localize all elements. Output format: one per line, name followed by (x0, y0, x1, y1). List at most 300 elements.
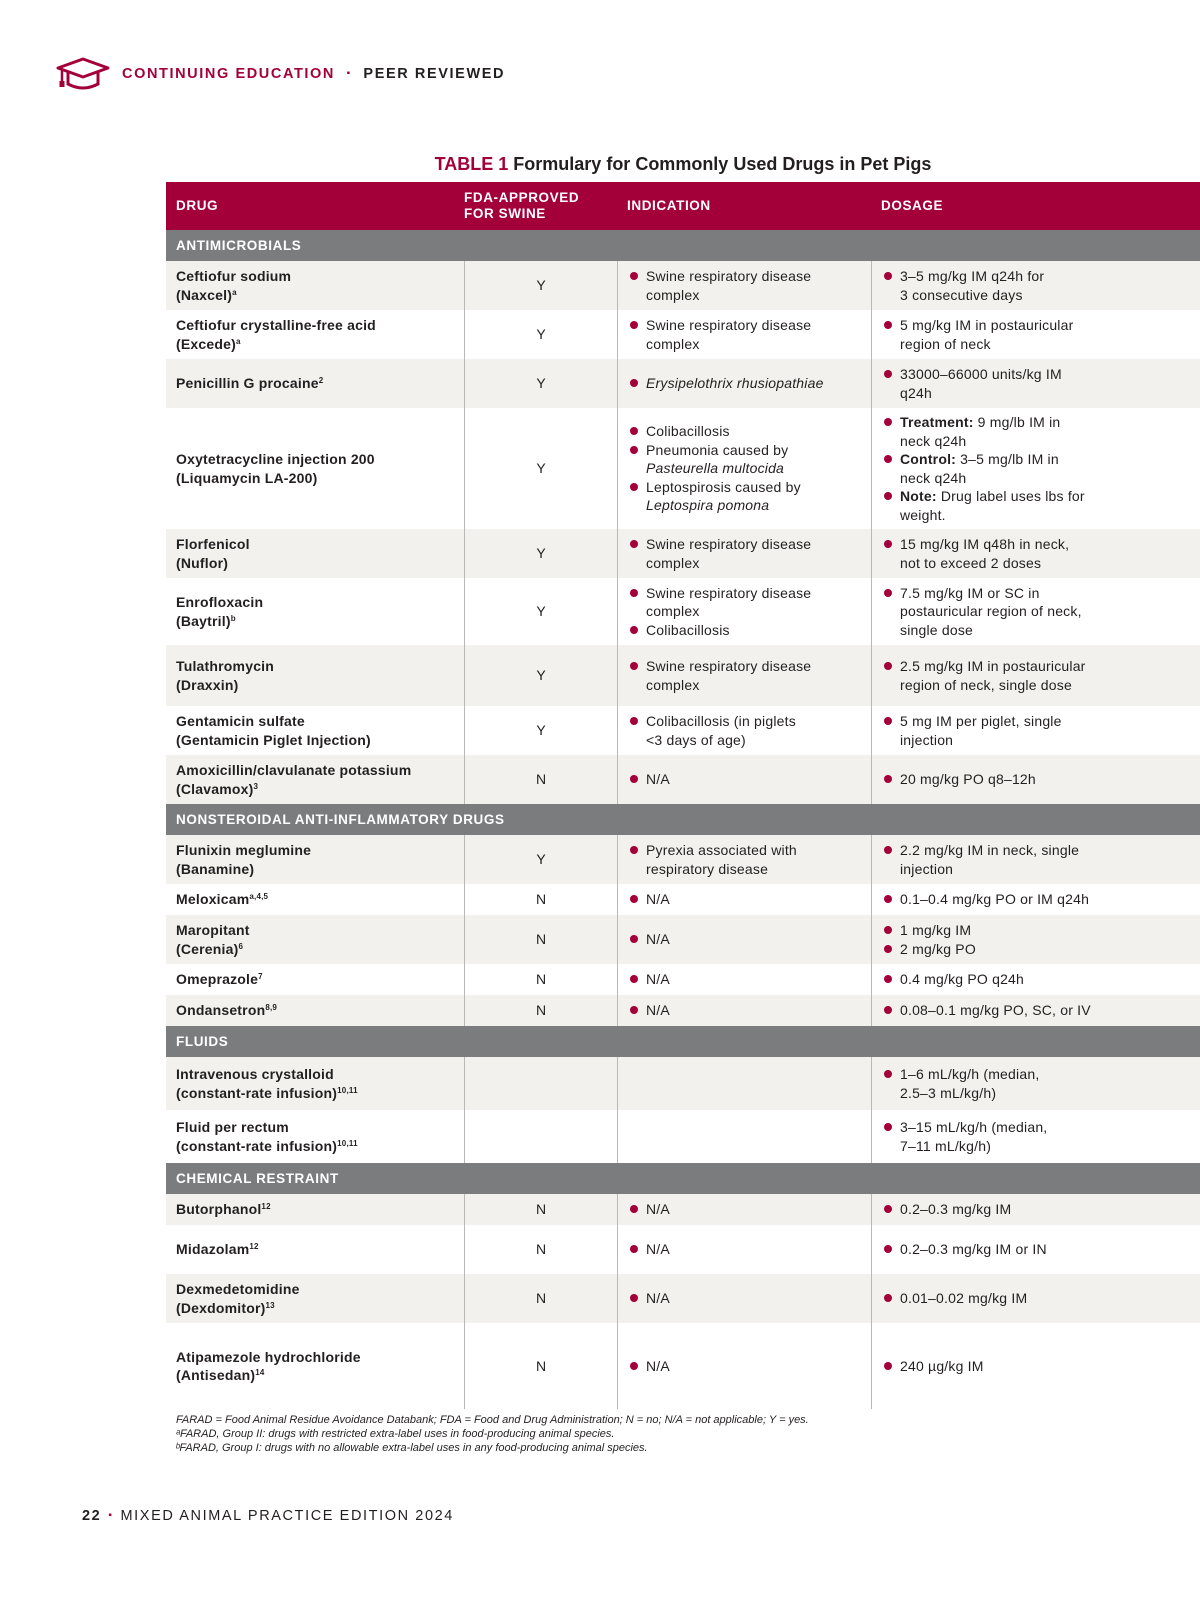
footer-separator: ▪ (108, 1510, 114, 1521)
table-row (166, 964, 1200, 995)
drug-cell (166, 359, 464, 408)
drug-name-line (176, 612, 263, 631)
review-label: PEER REVIEWED (363, 66, 506, 82)
drug-name-text: Oxytetracycline injection 200 (176, 451, 375, 467)
column-header-indication: INDICATION (627, 198, 711, 213)
footnote-abbreviations: FARAD = Food Animal Residue Avoidance Databank; FDA = Food and Drug Administration; N = no; N/A = not applicable; Y = yes. (176, 1414, 809, 1426)
drug-name-text: (Gentamicin Piglet Injection) (176, 731, 371, 748)
dosage-line (882, 731, 1062, 750)
dosage-cell (871, 995, 1200, 1026)
page-footer (82, 1508, 454, 1524)
dosage-line (882, 712, 1062, 731)
table-row (166, 1225, 1200, 1274)
dosage-line (882, 860, 1079, 879)
dosage-text: 15 mg/kg IM q48h in neck, (900, 536, 1070, 552)
dosage-line (882, 1200, 1011, 1219)
indication-line (628, 930, 670, 949)
dosage-line (882, 413, 1085, 432)
dosage-line (882, 450, 1085, 469)
indication-line (628, 535, 811, 554)
indication-list (628, 890, 670, 909)
indication-text: N/A (646, 1290, 670, 1307)
indication-text: Swine respiratory disease (646, 584, 812, 601)
dosage-line (882, 890, 1089, 909)
indication-line (628, 1240, 670, 1259)
drug-cell (166, 755, 464, 804)
dosage-text: postauricular region of neck, (900, 603, 1082, 620)
drug-cell (166, 529, 464, 578)
fda-approved-cell: Y (464, 359, 617, 408)
indication-list (628, 422, 801, 515)
fda-approved-cell: Y (464, 310, 617, 359)
dosage-list (882, 584, 1082, 640)
dosage-list (882, 770, 1036, 789)
drug-name-text: Tulathromycin (176, 658, 275, 674)
drug-name-text: (constant-rate infusion) (176, 1084, 338, 1101)
indication-text: complex (646, 335, 700, 352)
indication-cell (617, 1274, 871, 1323)
indication-text: N/A (646, 1002, 670, 1019)
drug-name-line (176, 940, 250, 959)
dosage-text: 20 mg/kg PO q8–12h (900, 771, 1036, 788)
indication-line (628, 860, 797, 879)
dosage-text: 0.01–0.02 mg/kg IM (900, 1290, 1028, 1307)
drug-name-line (176, 841, 311, 860)
drug-cell (166, 706, 464, 755)
indication-line (628, 970, 670, 989)
graduation-cap-icon (56, 56, 110, 92)
dosage-cell (871, 706, 1200, 755)
reference-superscript: a,4,5 (249, 892, 269, 902)
fda-approved-cell (464, 1057, 617, 1110)
dosage-cell (871, 578, 1200, 645)
indication-text: Colibacillosis (646, 423, 730, 440)
indication-text: Swine respiratory disease (646, 536, 812, 552)
drug-name-line (176, 286, 291, 305)
dosage-line (882, 384, 1062, 403)
dosage-list (882, 841, 1079, 878)
dosage-list (882, 657, 1086, 694)
dosage-list (882, 413, 1085, 524)
table-row (166, 755, 1200, 804)
indication-list (628, 970, 670, 989)
fda-approved-cell: N (464, 1194, 617, 1225)
indication-list (628, 770, 670, 789)
drug-cell (166, 1274, 464, 1323)
dosage-cell (871, 1194, 1200, 1225)
dosage-line (882, 506, 1085, 525)
fda-approved-cell (464, 1110, 617, 1163)
fda-approved-cell: N (464, 1225, 617, 1274)
drug-name (176, 1200, 271, 1219)
dosage-list (882, 1065, 1039, 1102)
drug-name-line (176, 267, 291, 286)
drug-name-text: Dexmedetomidine (176, 1281, 300, 1297)
drug-name-line (176, 860, 311, 879)
reference-superscript: a (235, 336, 241, 346)
drug-name (176, 1348, 361, 1385)
indication-list (628, 535, 811, 572)
indication-line (628, 459, 801, 478)
drug-cell (166, 310, 464, 359)
drug-name-text: (Dexdomitor) (176, 1299, 266, 1316)
drug-cell (166, 1110, 464, 1163)
dosage-line (882, 535, 1069, 554)
dosage-line (882, 1240, 1047, 1259)
table-row (166, 408, 1200, 529)
reference-superscript: 14 (255, 1368, 265, 1377)
dosage-line (882, 487, 1085, 506)
drug-name-line (176, 890, 268, 909)
drug-name-line (176, 712, 371, 731)
dosage-cell (871, 835, 1200, 884)
dosage-text: weight. (900, 506, 946, 523)
drug-name (176, 921, 250, 958)
drug-name-text: (Nuflor) (176, 554, 229, 571)
indication-text: Swine respiratory disease (646, 317, 812, 333)
indication-cell (617, 261, 871, 310)
dosage-text: 2.5–3 mL/kg/h) (900, 1084, 997, 1101)
fda-approved-cell: Y (464, 706, 617, 755)
table-label: TABLE 1 (434, 154, 509, 174)
dosage-line (882, 1084, 1039, 1103)
reference-superscript: 7 (258, 972, 263, 982)
dosage-text: 0.4 mg/kg PO q24h (900, 971, 1025, 988)
drug-name-line (176, 780, 411, 799)
drug-name-text: (Excede) (176, 335, 236, 352)
drug-name (176, 1065, 358, 1102)
drug-cell (166, 408, 464, 529)
indication-line (628, 584, 811, 603)
indication-cell (617, 408, 871, 529)
drug-name-text: (constant-rate infusion) (176, 1137, 338, 1154)
indication-text: Swine respiratory disease (646, 268, 812, 284)
drug-name-line (176, 535, 250, 554)
dosage-line (882, 316, 1073, 335)
indication-line (628, 335, 811, 354)
indication-text: N/A (646, 1201, 670, 1218)
indication-cell (617, 645, 871, 706)
indication-line (628, 286, 811, 305)
section-header: CHEMICAL RESTRAINT (166, 1163, 1200, 1194)
indication-list (628, 841, 797, 878)
indication-text: Colibacillosis (in piglets (646, 713, 796, 729)
drug-cell (166, 1323, 464, 1409)
indication-text: Leptospira pomona (646, 497, 770, 514)
dosage-text: 9 mg/lb IM in (977, 414, 1061, 430)
indication-cell (617, 755, 871, 804)
indication-list (628, 316, 811, 353)
fda-approved-cell: N (464, 915, 617, 964)
drug-name (176, 316, 376, 353)
fda-approved-cell: Y (464, 578, 617, 645)
dosage-text: injection (900, 731, 954, 748)
indication-line (628, 496, 801, 515)
indication-line (628, 1289, 670, 1308)
drug-name (176, 267, 291, 304)
drug-name-line (176, 1366, 361, 1385)
reference-superscript: 8,9 (265, 1003, 278, 1013)
dosage-text: single dose (900, 621, 974, 638)
dosage-cell (871, 915, 1200, 964)
dosage-text: 7.5 mg/kg IM or SC in (900, 584, 1040, 601)
drug-name-line (176, 657, 274, 676)
drug-name-line (176, 1065, 358, 1084)
dosage-list (882, 712, 1062, 749)
drug-cell (166, 578, 464, 645)
dosage-line (882, 841, 1079, 860)
drug-name-line (176, 970, 263, 989)
drug-name-text: Amoxicillin/clavulanate potassium (176, 762, 412, 778)
table-row (166, 1274, 1200, 1323)
indication-cell (617, 995, 871, 1026)
indication-line (628, 841, 797, 860)
indication-line (628, 316, 811, 335)
drug-cell (166, 915, 464, 964)
drug-name-text: Butorphanol (176, 1201, 262, 1218)
indication-cell (617, 1323, 871, 1409)
indication-cell (617, 1194, 871, 1225)
drug-name-text: (Draxxin) (176, 676, 239, 693)
dosage-line (882, 602, 1082, 621)
section-label: CONTINUING EDUCATION (122, 66, 335, 82)
indication-cell (617, 915, 871, 964)
drug-name-line (176, 554, 250, 573)
drug-name-line (176, 374, 323, 393)
drug-name-line (176, 450, 375, 469)
dosage-line (882, 1118, 1047, 1137)
reference-superscript: a (232, 287, 237, 297)
dosage-line (882, 1001, 1091, 1020)
column-header-fda-label: FDA-APPROVED FOR SWINE (464, 190, 580, 221)
table-row (166, 706, 1200, 755)
indication-text: Swine respiratory disease (646, 658, 812, 674)
drug-name-line (176, 469, 375, 488)
drug-name-text: Ondansetron (176, 1002, 266, 1019)
indication-line (628, 1001, 670, 1020)
drug-name-text: Fluid per rectum (176, 1119, 289, 1135)
dosage-cell (871, 884, 1200, 915)
drug-name-line (176, 731, 371, 750)
indication-text: Leptospirosis caused by (646, 478, 801, 495)
dosage-cell (871, 408, 1200, 529)
indication-cell (617, 835, 871, 884)
table-row (166, 1110, 1200, 1163)
drug-name-text: (Naxcel) (176, 286, 233, 303)
dosage-line (882, 365, 1062, 384)
dosage-cell (871, 1274, 1200, 1323)
drug-name-line (176, 1118, 358, 1137)
indication-text: <3 days of age) (646, 731, 746, 748)
indication-text: respiratory disease (646, 860, 769, 877)
column-header-dosage: DOSAGE (881, 198, 944, 213)
table-row (166, 359, 1200, 408)
table-row (166, 1323, 1200, 1409)
dosage-line (882, 1357, 984, 1376)
drug-name (176, 450, 375, 487)
indication-text: complex (646, 676, 700, 693)
drug-name-line (176, 1001, 277, 1020)
indication-line (628, 712, 796, 731)
indication-text: Pasteurella multocida (646, 460, 785, 477)
footnote-a: ᵃFARAD, Group II: drugs with restricted extra-label uses in food-producing animal species. (176, 1428, 615, 1440)
drug-name-text: (Liquamycin LA-200) (176, 469, 318, 486)
page-header (56, 56, 505, 92)
footnote-b: ᵇFARAD, Group I: drugs with no allowable extra-label uses in any food-producing animal species. (176, 1442, 648, 1454)
drug-name-text: Enrofloxacin (176, 594, 264, 610)
dosage-line (882, 286, 1044, 305)
reference-superscript: 12 (261, 1202, 271, 1212)
dosage-cell (871, 645, 1200, 706)
drug-name-line (176, 676, 274, 695)
dosage-cell (871, 1057, 1200, 1110)
indication-cell (617, 1225, 871, 1274)
indication-list (628, 1289, 670, 1308)
dosage-text: 2 mg/kg PO (900, 940, 976, 957)
indication-line (628, 374, 824, 393)
dosage-list (882, 890, 1089, 909)
drug-name (176, 1118, 358, 1155)
indication-list (628, 712, 796, 749)
drug-name (176, 970, 263, 989)
dosage-text: 5 mg IM per piglet, single (900, 713, 1062, 729)
drug-name-text: Flunixin meglumine (176, 842, 312, 858)
indication-line (628, 441, 801, 460)
fda-approved-cell: Y (464, 408, 617, 529)
indication-cell (617, 884, 871, 915)
dosage-line (882, 970, 1024, 989)
indication-text: N/A (646, 771, 670, 788)
drug-name-line (176, 1280, 300, 1299)
dosage-text: 2.2 mg/kg IM in neck, single (900, 842, 1080, 858)
drug-name-text: Maropitant (176, 922, 250, 938)
table-title-text: Formulary for Commonly Used Drugs in Pet Pigs (513, 154, 932, 174)
dosage-label: Note: (900, 488, 937, 504)
indication-line (628, 1357, 670, 1376)
dosage-text: 5 mg/kg IM in postauricular (900, 317, 1074, 333)
dosage-text: neck q24h (900, 432, 967, 449)
drug-name-text: Florfenicol (176, 536, 250, 552)
table-row (166, 529, 1200, 578)
drug-cell (166, 884, 464, 915)
dosage-cell (871, 1225, 1200, 1274)
drug-name-line (176, 1348, 361, 1367)
drug-cell (166, 835, 464, 884)
indication-line (628, 478, 801, 497)
dosage-text: 3–5 mg/kg IM q24h for (900, 268, 1045, 284)
dosage-line (882, 921, 976, 940)
dosage-cell (871, 1323, 1200, 1409)
dosage-list (882, 1118, 1047, 1155)
section-header: ANTIMICROBIALS (166, 230, 1200, 261)
dosage-line (882, 432, 1085, 451)
dosage-line (882, 940, 976, 959)
dosage-text: 0.2–0.3 mg/kg IM (900, 1201, 1012, 1218)
drug-name-line (176, 1299, 300, 1318)
drug-name (176, 712, 371, 749)
dosage-line (882, 469, 1085, 488)
indication-list (628, 1357, 670, 1376)
fda-approved-cell: Y (464, 645, 617, 706)
formulary-table (166, 182, 1200, 1409)
dosage-list (882, 1240, 1047, 1259)
dosage-text: region of neck (900, 335, 991, 352)
drug-name-line (176, 335, 376, 354)
indication-text: Pyrexia associated with (646, 842, 797, 858)
dosage-line (882, 621, 1082, 640)
indication-list (628, 1200, 670, 1219)
table-footnotes (176, 1413, 809, 1455)
indication-line (628, 554, 811, 573)
reference-superscript: 2 (318, 376, 324, 386)
reference-superscript: 10,11 (337, 1085, 358, 1095)
dosage-line (882, 1065, 1039, 1084)
drug-name-text: Midazolam (176, 1241, 250, 1258)
dosage-cell (871, 310, 1200, 359)
indication-cell (617, 310, 871, 359)
indication-text: complex (646, 286, 700, 303)
indication-list (628, 657, 811, 694)
drug-name (176, 1240, 259, 1259)
drug-name-text: (Clavamox) (176, 780, 254, 797)
drug-cell (166, 995, 464, 1026)
dosage-cell (871, 755, 1200, 804)
drug-name-text: Gentamicin sulfate (176, 713, 305, 729)
drug-cell (166, 645, 464, 706)
indication-line (628, 621, 811, 640)
column-header-drug: DRUG (176, 198, 219, 213)
dosage-text: 1–6 mL/kg/h (median, (900, 1066, 1040, 1082)
dosage-line (882, 1289, 1027, 1308)
drug-name-text: Omeprazole (176, 971, 259, 988)
indication-line (628, 602, 811, 621)
indication-cell (617, 1110, 871, 1163)
section-header: FLUIDS (166, 1026, 1200, 1057)
dosage-text: 3 consecutive days (900, 286, 1023, 303)
dosage-text: 3–5 mg/lb IM in (960, 451, 1059, 467)
table-row (166, 995, 1200, 1026)
indication-text: N/A (646, 891, 670, 908)
drug-name-text: (Baytril) (176, 612, 231, 629)
drug-cell (166, 1057, 464, 1110)
indication-text: N/A (646, 931, 670, 948)
reference-superscript: 10,11 (337, 1138, 358, 1148)
dosage-text: 33000–66000 units/kg IM (900, 366, 1062, 382)
dosage-text: neck q24h (900, 469, 967, 486)
dosage-list (882, 1001, 1091, 1020)
fda-approved-cell: N (464, 884, 617, 915)
page-number: 22 (82, 1508, 102, 1524)
dosage-text: 1 mg/kg IM (900, 922, 972, 938)
table-row (166, 1194, 1200, 1225)
dosage-line (882, 1137, 1047, 1156)
dosage-cell (871, 529, 1200, 578)
dosage-list (882, 1289, 1027, 1308)
indication-text: N/A (646, 971, 670, 988)
dosage-list (882, 1200, 1011, 1219)
fda-approved-cell: N (464, 1323, 617, 1409)
drug-name-line (176, 1200, 271, 1219)
indication-line (628, 657, 811, 676)
table-row (166, 261, 1200, 310)
indication-text: complex (646, 603, 700, 620)
dosage-label: Treatment: (900, 414, 974, 430)
drug-name (176, 890, 268, 909)
dosage-list (882, 535, 1069, 572)
dosage-text: Drug label uses lbs for (940, 488, 1085, 504)
indication-line (628, 267, 811, 286)
drug-name-text: Meloxicam (176, 891, 250, 908)
